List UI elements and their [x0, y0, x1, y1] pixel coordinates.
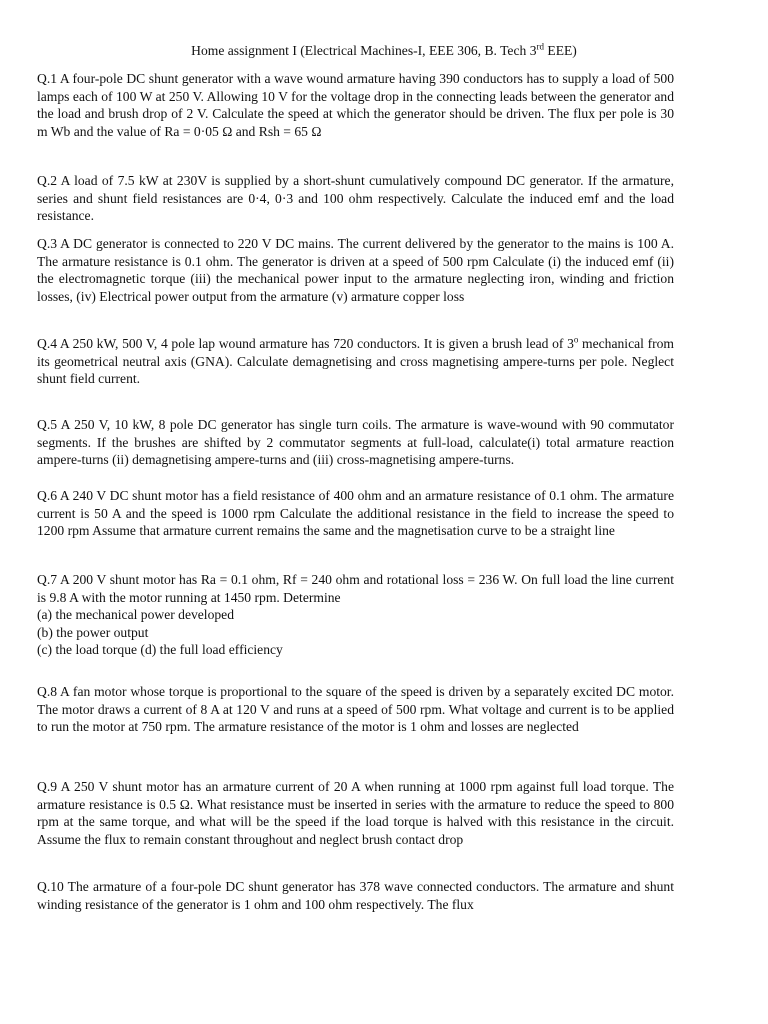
degree-superscript: o	[573, 334, 579, 345]
question-7-part-b: (b) the power output	[37, 624, 149, 640]
question-4-text: Q.4 A 250 kW, 500 V, 4 pole lap wound armature has 720 conductors. It is given a brush lead of 3	[37, 336, 574, 351]
question-2: Q.2 A load of 7.5 kW at 230V is supplied by a short-shunt cumulatively compound DC generator. If the armature, series and shunt field resistances are 0·4, 0·3 and 100 ohm respectively. Calculate the induced emf and the load resistance.	[37, 173, 674, 224]
question-4	[37, 335, 674, 388]
question-3: Q.3 A DC generator is connected to 220 V DC mains. The current delivered by the generator to the mains is 100 A. The armature resistance is 0.1 ohm. The generator is driven at a speed of 500 rpm Calculate (i) the induced emf (ii) the electromagnetic torque (iii) the mechanical power input to the armature neglecting iron, winding and friction losses, (iv) Electrical power output from the armature (v) armature copper loss	[37, 236, 674, 304]
question-7	[37, 571, 674, 659]
question-4-text-end: mechanical from its geometrical neutral axis (GNA). Calculate demagnetising and cross magnetising ampere-turns per pole. Neglect shunt field current.	[37, 336, 674, 387]
question-9: Q.9 A 250 V shunt motor has an armature current of 20 A when running at 1000 rpm against full load torque. The armature resistance is 0.5 Ω. What resistance must be inserted in series with the armature to reduce the speed to 800 rpm at the same torque, and what will be the speed if the load torque is halved with this resistance in the circuit. Assume the flux to remain constant throughout and neglect brush contact drop	[37, 779, 674, 847]
question-6: Q.6 A 240 V DC shunt motor has a field resistance of 400 ohm and an armature resistance of 0.1 ohm. The armature current is 50 A and the speed is 1000 rpm Calculate the additional resistance in the field to increase the speed to 1200 rpm Assume that armature current remains the same and the magnetisation curve to be a straight line	[37, 488, 674, 539]
question-8: Q.8 A fan motor whose torque is proportional to the square of the speed is driven by a separately excited DC motor. The motor draws a current of 8 A at 120 V and runs at a speed of 500 rpm. What voltage and current is to be applied to run the motor at 750 rpm. The armature resistance of the motor is 1 ohm and losses are neglected	[37, 684, 674, 735]
heading-text: Home assignment I (Electrical Machines-I, EEE 306, B. Tech 3	[191, 43, 537, 58]
question-1: Q.1 A four-pole DC shunt generator with a wave wound armature having 390 conductors has to supply a load of 500 lamps each of 100 W at 250 V. Allowing 10 V for the voltage drop in the connecting leads between the generator and the load and brush drop of 2 V. Calculate the speed at which the generator should be driven. The flux per pole is 30 m Wb and the value of Ra = 0·05 Ω and Rsh = 65 Ω	[37, 71, 674, 139]
heading-text-end: EEE)	[544, 43, 577, 58]
heading-superscript: rd	[536, 41, 544, 52]
question-7-part-cd: (c) the load torque (d) the full load efficiency	[37, 642, 283, 658]
question-7-text: Q.7 A 200 V shunt motor has Ra = 0.1 ohm, Rf = 240 ohm and rotational loss = 236 W. On full load the line current is 9.8 A with the motor running at 1450 rpm. Determine	[37, 572, 674, 605]
assignment-heading	[0, 42, 768, 60]
question-7-part-a: (a) the mechanical power developed	[37, 607, 235, 623]
question-5: Q.5 A 250 V, 10 kW, 8 pole DC generator has single turn coils. The armature is wave-wound with 90 commutator segments. If the brushes are shifted by 2 commutator segments at full-load, calculate(i) total armature reaction ampere-turns (ii) demagnetising ampere-turns and (iii) cross-magnetising ampere-turns.	[37, 417, 674, 468]
question-10: Q.10 The armature of a four-pole DC shunt generator has 378 wave connected conductors. The armature and shunt winding resistance of the generator is 1 ohm and 100 ohm respectively. The flux	[37, 879, 674, 912]
